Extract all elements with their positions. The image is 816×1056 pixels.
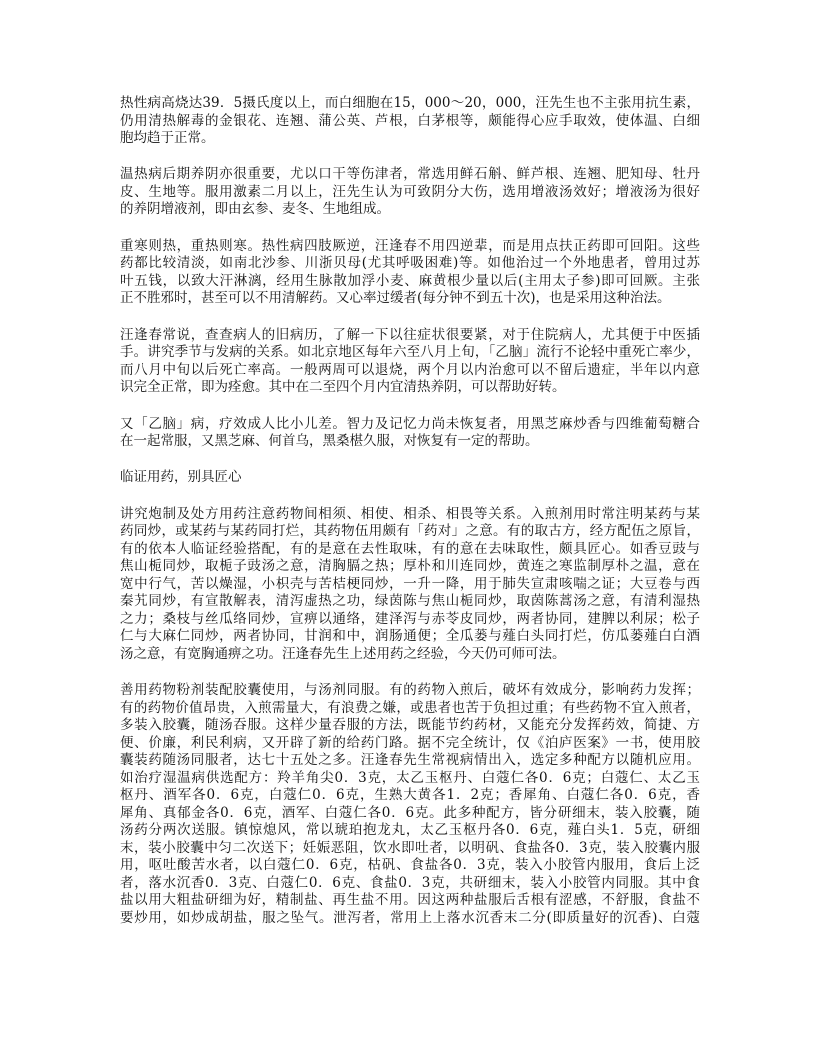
text-line: 如治疗湿温病供选配方：羚羊角尖0．3克，太乙玉枢丹、白蔻仁各0．6克；白蔻仁、太乙玉 <box>120 769 700 786</box>
paragraph <box>120 166 700 219</box>
text-line: 便、价廉，利民利病，又开辟了新的给药门路。据不完全统计，仅《泊庐医案》一书，使用胶 <box>120 734 700 751</box>
paragraph <box>120 238 700 308</box>
text-line: 要炒用，如炒成胡盐，服之坠气。泄泻者，常用上上落水沉香末二分(即质量好的沉香)、白蔻 <box>120 909 700 926</box>
heading-text: 临证用药，别具匠心 <box>120 469 242 486</box>
text-line: 温热病后期养阴亦很重要，尤以口干等伤津者，常选用鲜石斛、鲜芦根、连翘、肥知母、牡丹 <box>120 166 700 183</box>
text-line: 用，呕吐酸苦水者，以白蔻仁0．6克，枯矾、食盐各0．3克，装入小胶管内服用，食后上泛 <box>120 857 700 874</box>
paragraph <box>120 416 700 451</box>
text-line: 药都比较清淡，如南北沙参、川浙贝母(尤其呼吸困难)等。如他治过一个外地患者，曾用过苏 <box>120 255 700 272</box>
text-line: 叶五钱，以致大汗淋漓，经用生脉散加浮小麦、麻黄根少量以后(主用太子参)即可回厥。主张 <box>120 272 700 289</box>
text-line: 仁与大麻仁同炒，两者协同，甘润和中，润肠通便；全瓜蒌与薤白头同打烂，仿瓜蒌薤白白酒 <box>120 628 700 645</box>
text-line: 热性病高烧达39．5摄氏度以上，而白细胞在15，000～20，000，汪先生也不主张用抗生素， <box>120 95 700 111</box>
text-line: 识完全正常，即为痊愈。其中在二至四个月内宜清热养阴，可以帮助好转。 <box>120 379 566 396</box>
text-line: 汤药分两次送服。镇惊熄风，常以琥珀抱龙丸，太乙玉枢丹各0．6克，薤白头1．5克，研细 <box>120 822 700 839</box>
document-page <box>120 95 700 927</box>
paragraph <box>120 506 700 664</box>
text-line: 而八月中旬以后死亡率高。一般两周可以退烧，两个月以内治愈可以不留后遗症，半年以内意 <box>120 361 700 378</box>
text-line: 讲究炮制及处方用药注意药物间相须、相使、相杀、相畏等关系。入煎剂用时常注明某药与某 <box>120 505 700 522</box>
text-line: 药同炒，或某药与某药同打烂，其药物伍用颇有「药对」之意。有的取古方，经方配伍之原旨， <box>120 523 700 540</box>
text-line: 秦艽同炒，有宣散解表，清泻虚热之功，绿茵陈与焦山栀同炒，取茵陈蒿汤之意，有清利湿热 <box>120 593 700 610</box>
text-line: 又「乙脑」病，疗效成人比小儿差。智力及记忆力尚未恢复者，用黑芝麻炒香与四维葡萄糖合 <box>120 415 700 432</box>
paragraph <box>120 682 700 927</box>
text-line: 有的药物价值昂贵，入煎需量大，有浪费之嫌，或患者也苦于负担过重；有些药物不宜入煎者， <box>120 699 700 716</box>
text-line: 汤之意，有宽胸通痹之功。汪逢春先生上述用药之经验，今天仍可师可法。 <box>120 645 566 662</box>
text-line: 汪逢春常说，查查病人的旧病历，了解一下以往症状很要紧，对于住院病人，尤其便于中医插 <box>120 326 700 343</box>
text-line: 手。讲究季节与发病的关系。如北京地区每年六至八月上旬，「乙脑」流行不论轻中重死亡率少， <box>120 344 700 361</box>
text-line: 善用药物粉剂装配胶囊使用，与汤剂同服。有的药物入煎后，破坏有效成分，影响药力发挥； <box>120 682 700 699</box>
text-line: 的养阴增液剂，即由玄参、麦冬、生地组成。 <box>120 201 390 218</box>
text-line: 末，装小胶囊中匀二次送下；妊娠恶阻，饮水即吐者，以明矾、食盐各0．3克，装入胶囊内服 <box>120 839 700 856</box>
text-line: 胞均趋于正常。 <box>120 130 215 146</box>
text-line: 囊装药随汤同服者，达七十五处之多。汪逢春先生常视病情出入，选定多种配方以随机应用。 <box>120 752 700 769</box>
text-line: 重寒则热，重热则寒。热性病四肢厥逆，汪逢春不用四逆辈，而是用点扶正药即可回阳。这些 <box>120 237 700 254</box>
text-line: 多装入胶囊，随汤吞服。这样少量吞服的方法，既能节约药材，又能充分发挥药效，简捷、方 <box>120 717 700 734</box>
paragraph <box>120 95 700 148</box>
text-line: 者，落水沉香0．3克、白蔻仁0．6克、食盐0．3克，共研细末，装入小胶管内同服。其中食 <box>120 874 700 891</box>
text-line: 在一起常服，又黑芝麻、何首乌，黑桑椹久服，对恢复有一定的帮助。 <box>120 433 539 450</box>
text-line: 枢丹、酒军各0．6克，白蔻仁0．6克，生熟大黄各1．2克；香犀角、白蔻仁各0．6克，香 <box>120 787 700 804</box>
text-line: 皮、生地等。服用激素二月以上，汪先生认为可致阴分大伤，选用增液汤效好；增液汤为很好 <box>120 183 700 200</box>
text-line: 焦山栀同炒，取栀子豉汤之意，清胸膈之热；厚朴和川连同炒，黄连之寒监制厚朴之温，意在 <box>120 558 700 575</box>
text-line: 正不胜邪时，甚至可以不用清解药。又心率过缓者(每分钟不到五十次)，也是采用这种治法。 <box>120 290 671 307</box>
text-line: 宽中行气，苦以燥湿，小枳壳与苦桔梗同炒，一升一降，用于肺失宣肃咳喘之证；大豆卷与西 <box>120 575 700 592</box>
text-line: 仍用清热解毒的金银花、连翘、蒲公英、芦根，白茅根等，颇能得心应手取效，使体温、白细 <box>120 112 700 129</box>
text-line: 之力；桑枝与丝瓜络同炒，宣痹以通络，建泽泻与赤苓皮同炒，两者协同，建脾以利尿；松子 <box>120 610 700 627</box>
text-line: 盐以用大粗盐研细为好，精制盐、再生盐不用。因这两种盐服后舌根有涩感，不舒服，食盐不 <box>120 892 700 909</box>
paragraph <box>120 327 700 397</box>
text-line: 有的依本人临证经验搭配，有的是意在去性取味，有的意在去味取性，颇具匠心。如香豆豉与 <box>120 540 700 557</box>
text-line: 犀角、真郁金各0．6克，酒军、白蔻仁各0．6克。此多种配方，皆分研细末，装入胶囊，随 <box>120 804 700 821</box>
section-heading <box>120 469 700 487</box>
